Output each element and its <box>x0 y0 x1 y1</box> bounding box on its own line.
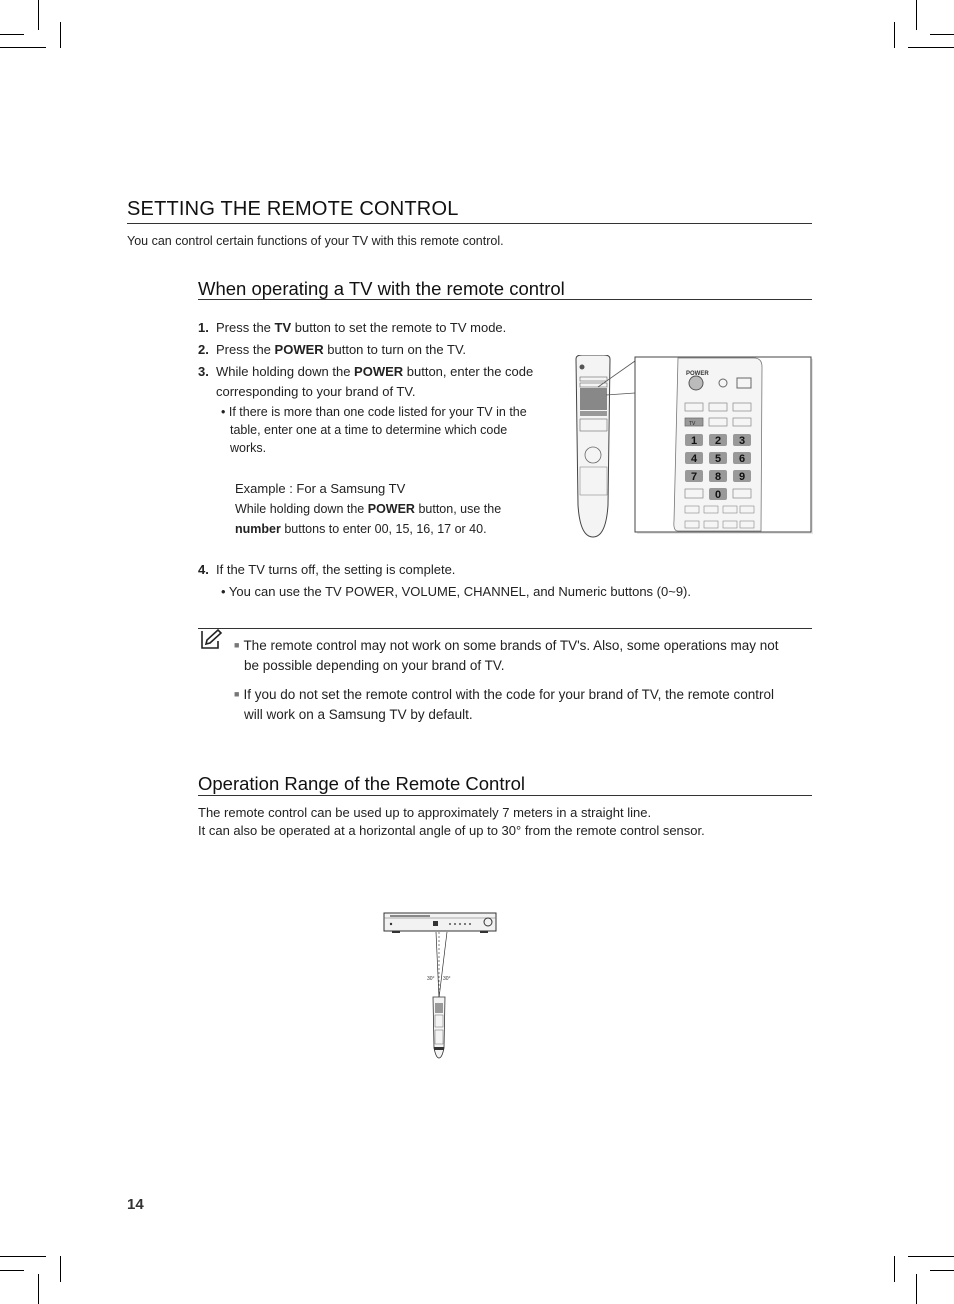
key-7: 7 <box>690 471 698 483</box>
remote-illustration <box>568 355 818 540</box>
crop-mark <box>0 34 24 35</box>
remote-icon <box>433 997 445 1058</box>
crop-mark <box>916 1274 917 1304</box>
key-9: 9 <box>738 471 746 483</box>
key-5: 5 <box>714 453 722 465</box>
crop-mark <box>930 1270 954 1271</box>
crop-mark <box>0 1270 24 1271</box>
key-3: 3 <box>738 435 746 447</box>
tv-label: TV <box>689 421 696 427</box>
section-heading-range: Operation Range of the Remote Control <box>198 773 526 794</box>
page-number: 14 <box>127 1196 144 1213</box>
step-3: 3. While holding down the POWER button, enter the code corresponding to your brand of TV. <box>198 364 534 399</box>
section-heading-tv: When operating a TV with the remote control <box>198 278 565 299</box>
section-rule <box>198 795 812 796</box>
step-1: 1. Press the TV button to set the remote to TV mode. <box>198 320 507 335</box>
example-title: Example : For a Samsung TV <box>235 481 406 496</box>
step-4: 4. If the TV turns off, the setting is complete. <box>198 562 456 577</box>
key-1: 1 <box>690 435 698 447</box>
key-8: 8 <box>714 471 722 483</box>
crop-mark <box>908 47 954 48</box>
note-2: ■ If you do not set the remote control with the code for your brand of TV, the remote control will work on a Samsung TV by default. <box>234 687 774 722</box>
receiver-icon <box>384 913 496 933</box>
page-title: SETTING THE REMOTE CONTROL <box>127 198 459 220</box>
crop-mark <box>908 1256 954 1257</box>
note-1: ■ The remote control may not work on some brands of TV's. Also, some operations may not be possible depending on your brand of TV. <box>234 638 779 673</box>
title-rule <box>127 223 812 224</box>
crop-mark <box>916 0 917 30</box>
crop-mark <box>894 22 895 48</box>
step-3-bullet: • If there is more than one code listed for your TV in the table, enter one at a time to determine which code works. <box>221 405 527 455</box>
step-4-bullet: • You can use the TV POWER, VOLUME, CHANNEL, and Numeric buttons (0~9). <box>221 584 691 599</box>
key-4: 4 <box>690 453 698 465</box>
section-rule <box>198 299 812 300</box>
crop-mark <box>38 0 39 30</box>
intro-text: You can control certain functions of your TV with this remote control. <box>127 234 504 248</box>
crop-mark <box>0 1256 46 1257</box>
range-illustration <box>380 908 502 1060</box>
example-block: Example : For a Samsung TV While holding down the POWER button, use the number buttons to enter 00, 15, 16, 17 or 40. <box>235 481 502 536</box>
crop-mark <box>60 22 61 48</box>
range-text: The remote control can be used up to approximately 7 meters in a straight line. It can also be operated at a horizontal angle of up to 30° from the remote control sensor. <box>198 805 705 838</box>
note-rule <box>198 628 812 629</box>
key-0: 0 <box>714 489 722 501</box>
crop-mark <box>60 1256 61 1282</box>
crop-mark <box>894 1256 895 1282</box>
angle-label-right: 30° <box>443 976 451 982</box>
key-2: 2 <box>714 435 722 447</box>
note-icon <box>199 629 223 651</box>
power-label: POWER <box>686 371 709 377</box>
crop-mark <box>0 47 46 48</box>
step-2: 2. Press the POWER button to turn on the TV. <box>198 342 467 357</box>
crop-mark <box>930 34 954 35</box>
angle-label-left: 30° <box>427 976 435 982</box>
key-6: 6 <box>738 453 746 465</box>
crop-mark <box>38 1274 39 1304</box>
